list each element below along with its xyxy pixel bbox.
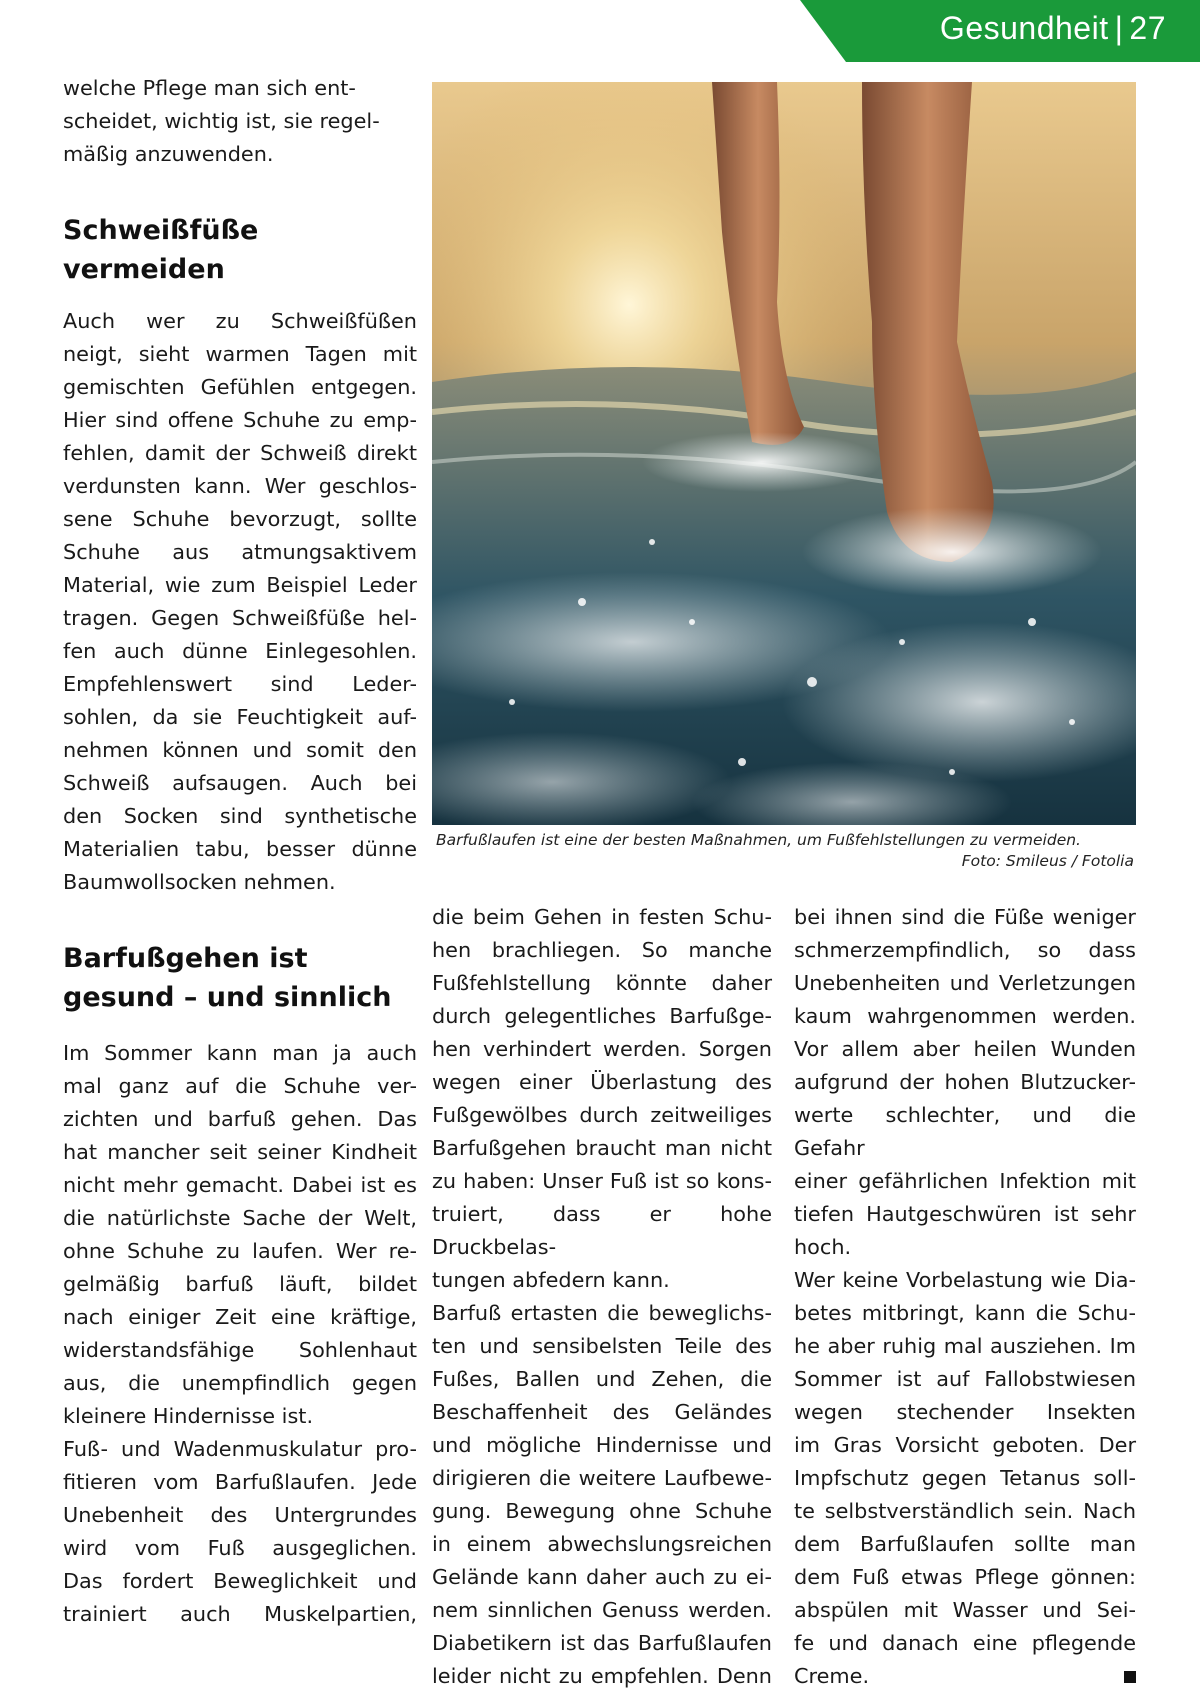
text-line: und mögliche Hindernisse und [432, 1433, 772, 1457]
text-line: fe und danach eine pflegende [794, 1631, 1136, 1655]
text-line: betes mitbringt, kann die Schu- [794, 1301, 1136, 1325]
text-line: verdunsten kann. Wer geschlos- [63, 474, 417, 498]
left-column [63, 72, 417, 1631]
text-line: truiert, dass er hohe Druckbelas- [432, 1202, 772, 1259]
text-line: die natürlichste Sache der Welt, [63, 1206, 417, 1230]
text-line: hen brachliegen. So manche [432, 938, 772, 962]
text-line: leider nicht zu empfehlen. Denn [432, 1664, 772, 1688]
caption-text: Barfußlaufen ist eine der besten Maßnahmen, um Fußfehlstellungen zu vermeiden. [436, 831, 1081, 849]
text-line: aus, die unempfindlich gegen [63, 1371, 417, 1395]
text-line: zichten und barfuß gehen. Das [63, 1107, 417, 1131]
text-line: Fußgewölbes durch zeitweiliges [432, 1103, 772, 1127]
text-line: zu haben: Unser Fuß ist so kons- [432, 1169, 772, 1193]
text-line: kleinere Hindernisse ist. [63, 1404, 314, 1428]
text-line: Wer keine Vorbelastung wie Dia- [794, 1268, 1136, 1292]
text-line: Diabetikern ist das Barfußlaufen [432, 1631, 772, 1655]
intro-paragraph [63, 72, 417, 171]
text-line: abspülen mit Wasser und Sei- [794, 1598, 1136, 1622]
text-line: Sommer ist auf Fallobstwiesen [794, 1367, 1136, 1391]
text-line: Empfehlenswert sind Leder- [63, 672, 417, 696]
text-line: aufgrund der hohen Blutzucker- [794, 1070, 1136, 1094]
text-line: sene Schuhe bevorzugt, sollte [63, 507, 417, 531]
text-line: nem sinnlichen Genuss werden. [432, 1598, 772, 1622]
text-line: te selbstverständlich sein. Nach [794, 1499, 1136, 1523]
text-line: fehlen, damit der Schweiß direkt [63, 441, 417, 465]
text-line: hen verhindert werden. Sorgen [432, 1037, 772, 1061]
text-line: Materialien tabu, besser dünne [63, 837, 417, 861]
text-line: Fuß- und Wadenmuskulatur pro- [63, 1437, 417, 1461]
text-line: Gelände kann daher auch zu ei- [432, 1565, 772, 1589]
text-line: sohlen, da sie Feuchtigkeit auf- [63, 705, 417, 729]
page-header [940, 10, 1166, 47]
text-line: dem Barfußlaufen sollte man [794, 1532, 1136, 1556]
photo-credit: Foto: Smileus / Fotolia [961, 852, 1134, 870]
heading-line: gesund – und sinnlich [63, 982, 392, 1013]
text-line: widerstandsfähige Sohlenhaut [63, 1338, 417, 1362]
text-line: dem Fuß etwas Pflege gönnen: [794, 1565, 1136, 1589]
header-separator: | [1114, 10, 1124, 46]
heading-line: Barfußgehen ist [63, 943, 308, 974]
text-line: schmerzempfindlich, so dass [794, 938, 1136, 962]
text-line: hoch. [794, 1235, 852, 1259]
text-line: scheidet, wichtig ist, sie regel- [63, 109, 380, 133]
text-line: wegen stechender Insekten [794, 1400, 1136, 1424]
text-line: werte schlechter, und die Gefahr [794, 1103, 1136, 1160]
text-line: mäßig anzuwenden. [63, 142, 274, 166]
heading-schweissfuesse [63, 211, 417, 289]
end-of-article-square-icon [1124, 1671, 1136, 1683]
paragraph-right [794, 901, 1136, 1693]
text-line: fen auch dünne Einlegesohlen. [63, 639, 417, 663]
text-line: bei ihnen sind die Füße weniger [794, 905, 1136, 929]
text-line: in einem abwechslungsreichen [432, 1532, 772, 1556]
text-line: welche Pflege man sich ent- [63, 76, 356, 100]
page-number: 27 [1129, 10, 1166, 46]
text-line: Fußfehlstellung könnte daher [432, 971, 772, 995]
text-line: nehmen können und somit den [63, 738, 417, 762]
paragraph-schweissfuesse [63, 305, 417, 899]
text-line: Schweiß aufsaugen. Auch bei [63, 771, 417, 795]
text-line: kaum wahrgenommen werden. [794, 1004, 1136, 1028]
heading-line: Schweißfüße [63, 215, 259, 246]
text-line: Hier sind offene Schuhe zu emp- [63, 408, 417, 432]
text-line: ohne Schuhe zu laufen. Wer re- [63, 1239, 417, 1263]
text-line: wird vom Fuß ausgeglichen. [63, 1536, 417, 1560]
text-line: Material, wie zum Beispiel Leder [63, 573, 417, 597]
text-line: trainiert auch Muskelpartien, [63, 1602, 417, 1626]
text-line: die beim Gehen in festen Schu- [432, 905, 772, 929]
text-line: nach einiger Zeit eine kräftige, [63, 1305, 417, 1329]
text-line: gemischten Gefühlen entgegen. [63, 375, 417, 399]
text-line: Fußes, Ballen und Zehen, die [432, 1367, 772, 1391]
text-line: im Gras Vorsicht geboten. Der [794, 1433, 1136, 1457]
text-line: tiefen Hautgeschwüren ist sehr [794, 1202, 1136, 1226]
text-line: wegen einer Überlastung des [432, 1070, 772, 1094]
text-line: Barfuß ertasten die beweglichs- [432, 1301, 772, 1325]
text-line: gelmäßig barfuß läuft, bildet [63, 1272, 417, 1296]
text-line: einer gefährlichen Infektion mit [794, 1169, 1136, 1193]
text-line: nicht mehr gemacht. Dabei ist es [63, 1173, 417, 1197]
photo-caption [436, 830, 1134, 872]
text-line: durch gelegentliches Barfußge- [432, 1004, 772, 1028]
middle-column [432, 901, 772, 1693]
photo-illustration [432, 82, 1136, 825]
heading-barfussgehen [63, 939, 417, 1017]
text-line: Baumwollsocken nehmen. [63, 870, 336, 894]
text-line: Schuhe aus atmungsaktivem [63, 540, 417, 564]
text-line: tragen. Gegen Schweißfüße hel- [63, 606, 417, 630]
paragraph-middle [432, 901, 772, 1693]
text-line: Creme. [794, 1664, 870, 1688]
text-line: Impfschutz gegen Tetanus soll- [794, 1466, 1136, 1490]
text-line: den Socken sind synthetische [63, 804, 417, 828]
heading-line: vermeiden [63, 254, 225, 285]
text-line: fitieren vom Barfußlaufen. Jede [63, 1470, 417, 1494]
text-line: Unebenheiten und Verletzungen [794, 971, 1136, 995]
text-line: Vor allem aber heilen Wunden [794, 1037, 1136, 1061]
paragraph-barfussgehen [63, 1037, 417, 1631]
article-photo-barefoot-beach [432, 82, 1136, 825]
text-line: hat mancher seit seiner Kindheit [63, 1140, 417, 1164]
text-line: Auch wer zu Schweißfüßen [63, 309, 417, 333]
text-line: dirigieren die weitere Laufbewe- [432, 1466, 772, 1490]
text-line: tungen abfedern kann. [432, 1268, 670, 1292]
text-line: Das fordert Beweglichkeit und [63, 1569, 417, 1593]
right-column [794, 901, 1136, 1693]
text-line-final [794, 1660, 1136, 1693]
text-line: ten und sensibelsten Teile des [432, 1334, 772, 1358]
text-line: he aber ruhig mal ausziehen. Im [794, 1334, 1136, 1358]
text-line: mal ganz auf die Schuhe ver- [63, 1074, 417, 1098]
text-line: Beschaffenheit des Geländes [432, 1400, 772, 1424]
text-line: neigt, sieht warmen Tagen mit [63, 342, 417, 366]
text-line: Im Sommer kann man ja auch [63, 1041, 417, 1065]
text-line: Unebenheit des Untergrundes [63, 1503, 417, 1527]
section-title: Gesundheit [939, 10, 1109, 46]
text-line: Barfußgehen braucht man nicht [432, 1136, 772, 1160]
text-line: gung. Bewegung ohne Schuhe [432, 1499, 772, 1523]
